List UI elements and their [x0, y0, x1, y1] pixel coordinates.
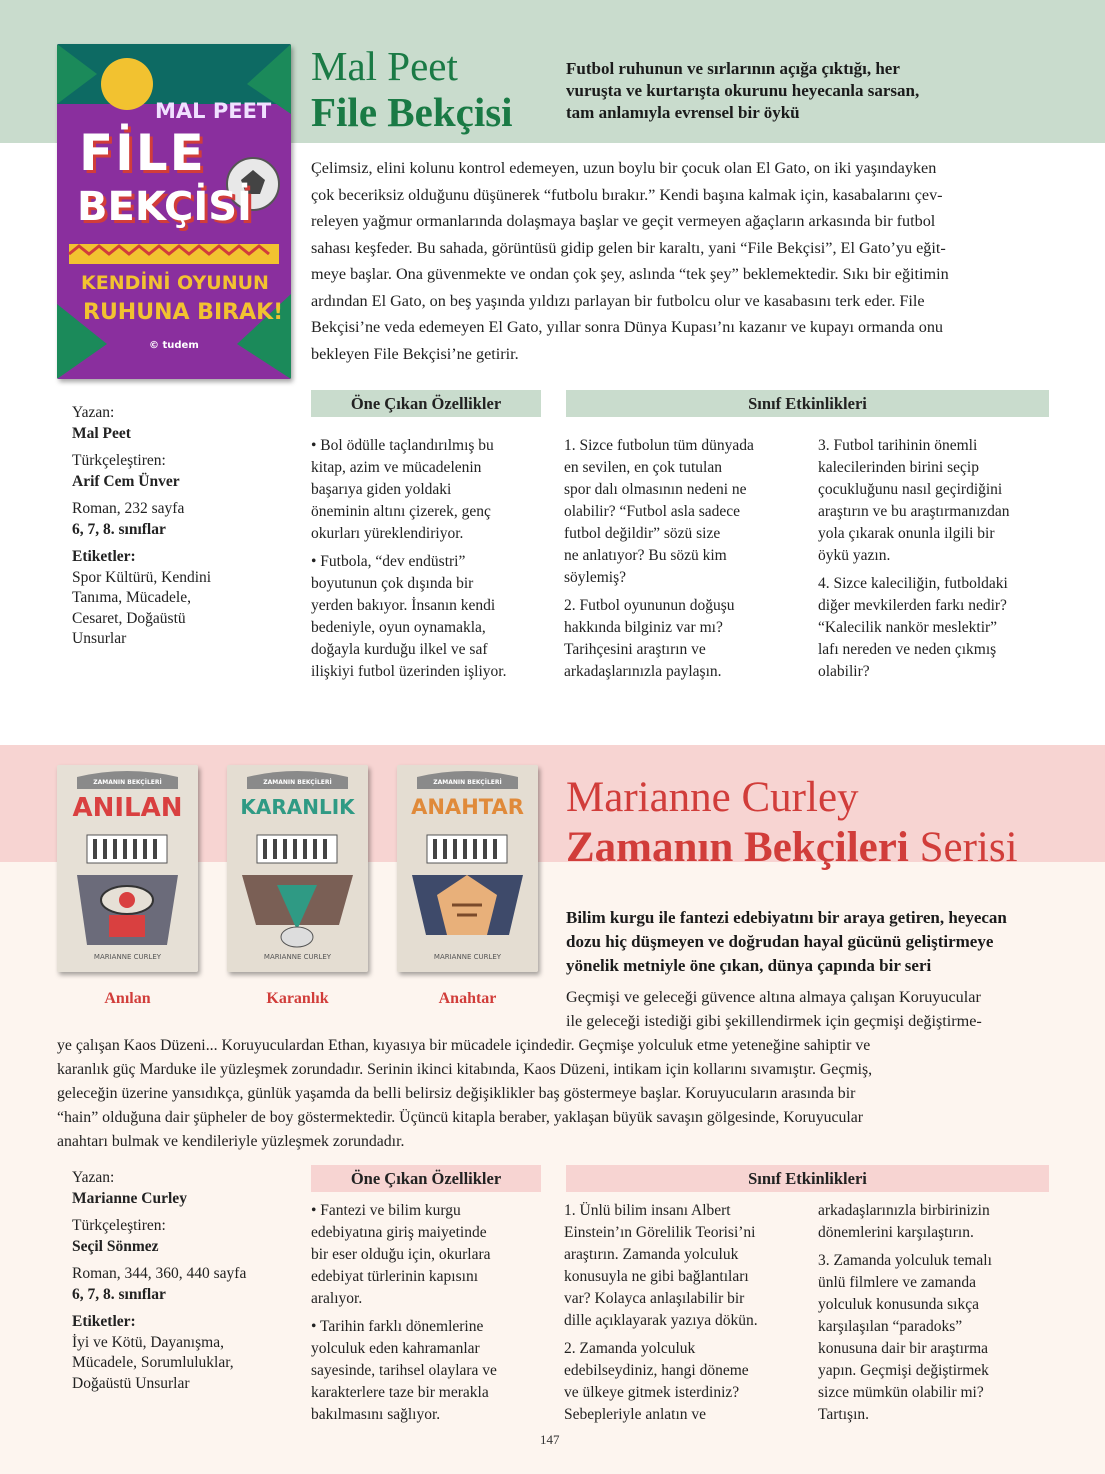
description-line: ye çalışan Kaos Düzeni... Koruyuculardan Ethan, kıyasıya bir mücadele içindedir. Geçmişe yolculuk etme yeteneğine sahiptir ve	[57, 1037, 871, 1054]
book1-features-list	[311, 435, 546, 689]
cover-title-line1: FİLE	[79, 124, 206, 182]
feature-item: • Tarihin farklı dönemlerine yolculuk eden kahramanlar sayesinde, tarihsel olaylara ve karakterlere taze bir merakla bakılmasını sağlıyor.	[311, 1318, 497, 1423]
description-line: Geçmişi ve geleceği güvence altına almaya çalışan Koruyucular	[566, 988, 981, 1006]
book2-features-list	[311, 1200, 546, 1432]
author-value: Marianne Curley	[72, 1189, 187, 1207]
book1-activities-col2	[818, 435, 1068, 689]
book2-info-sidebar	[72, 1168, 292, 1394]
translator-value: Arif Cem Ünver	[72, 472, 180, 490]
description-line: “hain” olduğuna dair şüpheler de boy göstermektedir. Üçüncü kitapla beraber, yaklaşan büyük savaşın gölgesinde, Koruyucular	[57, 1109, 864, 1126]
tags-line: Mücadele, Sorumluluklar,	[72, 1354, 234, 1371]
tags-line: Cesaret, Doğaüstü	[72, 609, 186, 627]
book2-activities-col2	[818, 1200, 1058, 1432]
cover-author-text: MARIANNE CURLEY	[93, 953, 162, 961]
tagline-line: Futbol ruhunun ve sırlarının açığa çıktığı, her	[566, 59, 900, 78]
cover-author-text: MAL PEET	[155, 99, 272, 123]
book-cover-file-bekcisi	[57, 44, 291, 379]
book2-tagline	[566, 906, 1066, 978]
tagline-line: yönelik metniyle öne çıkan, dünya çapında bir seri	[566, 956, 932, 975]
grades-value: 6, 7, 8. sınıflar	[72, 520, 166, 538]
description-line: anahtarı bulmak ve kendileriyle yüzleşmek zorundadır.	[57, 1133, 405, 1150]
tags-line: İyi ve Kötü, Dayanışma,	[72, 1333, 224, 1351]
activity-item: 2. Futbol oyununun doğuşu hakkında bilginiz var mı? Tarihçesini araştırın ve arkadaşlarınızla paylaşın.	[564, 597, 735, 680]
activity-item: 1. Ünlü bilim insanı Albert Einstein’ın Görelilik Teorisi’ni araştırın. Zamanda yolculuk konusuyla ne gibi bağlantıları var? Kolayca anlaşılabilir bir dille açıklayarak yazıya dökün.	[564, 1202, 758, 1329]
description-line: ardından El Gato, on beş yaşında yıldızı parlayan bir futbolcu olur ve kasabasını terk eder. File	[311, 291, 925, 310]
tags-line: Tanıma, Mücadele,	[72, 589, 191, 606]
author-value: Mal Peet	[72, 424, 131, 442]
tagline-line: dozu hiç düşmeyen ve doğrudan hayal gücünü geliştirmeye	[566, 932, 994, 951]
book-cover-karanlik	[227, 765, 368, 972]
cover-caption-anahtar: Anahtar	[438, 990, 497, 1007]
book2-title-heading	[566, 826, 1018, 869]
cover-series-text: ZAMANIN BEKÇİLERİ	[263, 779, 332, 786]
cover-subtitle-line1: KENDİNİ OYUNUN	[81, 272, 269, 294]
book2-author-heading: Marianne Curley	[566, 774, 859, 821]
book2-activities-col1	[564, 1200, 804, 1432]
feature-item: • Futbola, “dev endüstri” boyutunun çok dışında bir yerden bakıyor. İnsanın kendi bedeniyle, oyun oynamakla, doğayla kurduğu ilkel ve saf ilişkiyi futbol üzerinden işliyor.	[311, 553, 507, 680]
translator-value: Seçil Sönmez	[72, 1237, 159, 1255]
activity-item: 4. Sizce kaleciliğin, futboldaki diğer mevkilerden farkı nedir? “Kalecilik nankör meslektir” lafı nereden ve neden çıkmış olabilir?	[818, 575, 1008, 680]
book2-features-header: Öne Çıkan Özellikler	[311, 1165, 541, 1192]
feature-item: • Fantezi ve bilim kurgu edebiyatına giriş maiyetinde bir eser olduğu için, okurlara edebiyat türlerinin kapısını aralıyor.	[311, 1202, 491, 1307]
book1-info-sidebar	[72, 403, 272, 650]
activity-item: arkadaşlarınızla birbirinizin dönemlerini karşılaştırın.	[818, 1202, 990, 1241]
book1-activities-header: Sınıf Etkinlikleri	[566, 390, 1049, 417]
book1-features-header: Öne Çıkan Özellikler	[311, 390, 541, 417]
book1-description	[311, 155, 1041, 367]
tags-line: Spor Kültürü, Kendini	[72, 568, 212, 586]
tagline-line: Bilim kurgu ile fantezi edebiyatını bir araya getiren, heyecan	[566, 908, 1007, 927]
tagline-line: vuruşta ve kurtarışta okurunu heyecanla sarsan,	[566, 81, 920, 100]
translator-label: Türkçeleştiren:	[72, 452, 166, 469]
feature-item: • Bol ödülle taçlandırılmış bu kitap, azim ve mücadelenin başarıya giden yoldaki öneminin altını çizerek, genç okurları yüreklendiriyor.	[311, 437, 494, 542]
tags-label: Etiketler:	[72, 1313, 136, 1330]
book2-title-bold: Zamanın Bekçileri	[566, 824, 909, 871]
description-line: karanlık güç Marduke ile yüzleşmek zorundadır. Serinin ikinci kitabında, Kaos Düzeni, intikam için kollarını sıvamıştır. Geçmiş,	[57, 1061, 873, 1078]
tags-line: Unsurlar	[72, 630, 127, 647]
description-line: ile geleceği istediği gibi şekillendirmek için geçmişi değiştirme-	[566, 1012, 982, 1030]
page-number: 147	[540, 1432, 560, 1447]
description-line: Çelimsiz, elini kolunu kontrol edemeyen, uzun boylu bir çocuk olan El Gato, on iki yaşındayken	[311, 159, 937, 177]
tagline-line: tam anlamıyla evrensel bir öykü	[566, 103, 800, 122]
cover-caption-karanlik: Karanlık	[266, 990, 329, 1007]
activity-item: 3. Zamanda yolculuk temalı ünlü filmlere ve zamanda yolculuk konusunda sıkça karşılaşılan “paradoks” konusuna dair bir araştırma yapın. Geçmişi değiştirmek sizce mümkün olabilir mi? Tartışın.	[818, 1252, 992, 1423]
description-line: meye başlar. Ona güvenmekte ve ondan çok şey, aslında “tek şey” beklemektedir. Sıkı bir eğitimin	[311, 265, 949, 283]
cover-series-text: ZAMANIN BEKÇİLERİ	[93, 779, 162, 786]
format-value: Roman, 344, 360, 440 sayfa	[72, 1265, 247, 1282]
description-line: sahası keşfeder. Bu sahada, görüntüsü gidip gelen bir karaltı, yani “File Bekçisi”, El Gato’yu eğit-	[311, 238, 946, 257]
book1-author-heading: Mal Peet	[311, 43, 458, 89]
cover-publisher-logo: © tudem	[149, 340, 199, 351]
book-cover-anilan	[57, 765, 198, 972]
activity-item: 1. Sizce futbolun tüm dünyada en sevilen, en çok tutulan spor dalı olmasının nedeni ne olabilir? “Futbol asla sadece futbol değildir” sözü size ne anlatıyor? Bu sözü kim söylemiş?	[564, 437, 754, 586]
activity-item: 3. Futbol tarihinin önemli kalecilerinden birini seçip çocukluğunu nasıl geçirdiğini araştırın ve bu araştırmanızdan yola çıkarak onunla ilgili bir öykü yazın.	[818, 437, 1010, 564]
cover-author-text: MARIANNE CURLEY	[263, 953, 332, 961]
cover-title-text: ANAHTAR	[411, 795, 524, 819]
description-line: geleceğin üzerine yansıdıkça, günlük yaşamda da belli belirsiz değişiklikler baş göstermeye başlar. Koruyucuların arasında bir	[57, 1085, 856, 1102]
description-line: çok beceriksiz olduğunu düşünerek “futbolu bırakır.” Kendi başına kalmak için, kasabalarını çev-	[311, 185, 943, 204]
cover-series-text: ZAMANIN BEKÇİLERİ	[433, 779, 502, 786]
cover-title-text: ANILAN	[72, 793, 183, 823]
cover-subtitle-line2: RUHUNA BIRAK!	[83, 300, 284, 325]
book2-title-rest: Serisi	[908, 824, 1018, 871]
activity-item: 2. Zamanda yolculuk edebilseydiniz, hangi döneme ve ülkeye gitmek isterdiniz? Sebepleriyle anlatın ve	[564, 1340, 749, 1423]
grades-value: 6, 7, 8. sınıflar	[72, 1285, 166, 1303]
translator-label: Türkçeleştiren:	[72, 1217, 166, 1234]
cover-author-text: MARIANNE CURLEY	[433, 953, 502, 961]
description-line: releyen yağmur ormanlarında dolaşmaya başlar ve geçit vermeyen ağaçların arkasında bir futbol	[311, 212, 936, 230]
cover-title-line2: BEKÇİSİ	[77, 184, 252, 230]
author-label: Yazan:	[72, 1169, 115, 1186]
book2-description	[57, 1034, 1057, 1154]
cover-title-text: KARANLIK	[240, 795, 355, 819]
book1-tagline	[566, 58, 1086, 124]
author-label: Yazan:	[72, 404, 115, 421]
book1-title-heading: File Bekçisi	[311, 89, 513, 135]
book1-activities-col1	[564, 435, 799, 689]
format-value: Roman, 232 sayfa	[72, 500, 185, 517]
description-line: bekleyen File Bekçisi’ne getirir.	[311, 344, 519, 363]
book2-activities-header: Sınıf Etkinlikleri	[566, 1165, 1049, 1192]
cover-caption-anilan: Anılan	[104, 990, 151, 1007]
book2-description-right	[566, 985, 1056, 1033]
tags-line: Doğaüstü Unsurlar	[72, 1374, 190, 1392]
tags-label: Etiketler:	[72, 548, 136, 565]
description-line: Bekçisi’ne veda edemeyen El Gato, yıllar sonra Dünya Kupası’nı kazanır ve kupayı ormanda onu	[311, 318, 944, 336]
book-cover-anahtar	[397, 765, 538, 972]
